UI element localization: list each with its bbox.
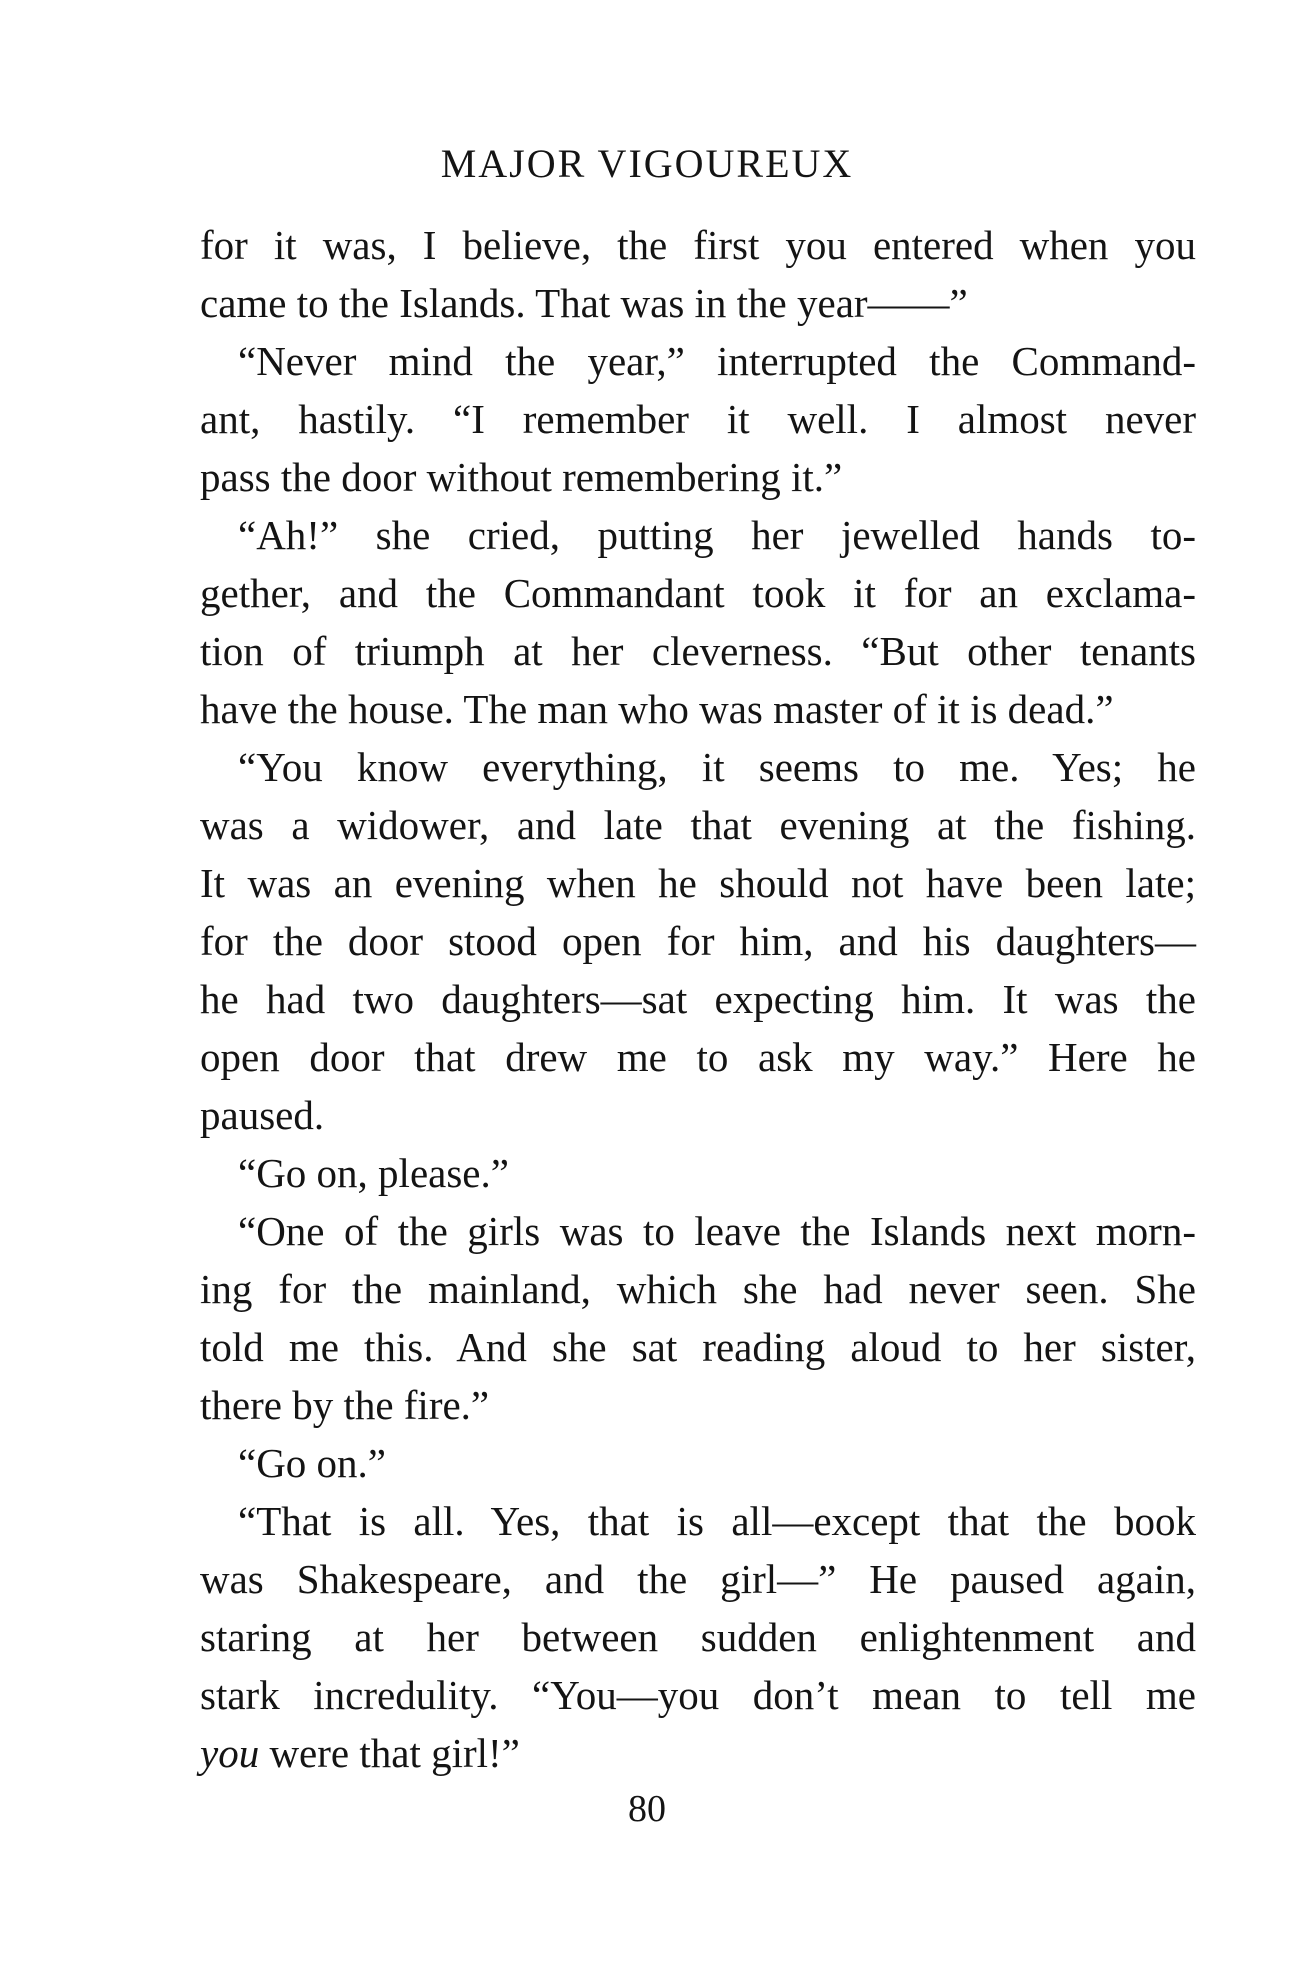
- body-text: [200, 216, 1196, 1782]
- text-line: paused.: [200, 1092, 325, 1138]
- text-line: was a widower, and late that evening at the fishing.: [200, 802, 1196, 848]
- text-line: for the door stood open for him, and his daughters—: [200, 918, 1196, 964]
- italic-word: you: [200, 1730, 260, 1776]
- text-line: there by the fire.”: [200, 1382, 490, 1428]
- text-line: for it was, I believe, the first you entered when you: [200, 222, 1196, 268]
- text-line: open door that drew me to ask my way.” Here he: [200, 1034, 1196, 1080]
- text-line: ing for the mainland, which she had never seen. She: [200, 1266, 1196, 1312]
- text-line: gether, and the Commandant took it for an exclama-: [200, 570, 1196, 616]
- text-line: staring at her between sudden enlightenment and: [200, 1614, 1196, 1660]
- text-line: was Shakespeare, and the girl—” He paused again,: [200, 1556, 1196, 1602]
- text-line: “One of the girls was to leave the Islands next morn-: [238, 1208, 1196, 1254]
- text-line: came to the Islands. That was in the year——”: [200, 280, 968, 326]
- text-line: “Ah!” she cried, putting her jewelled hands to-: [238, 512, 1196, 558]
- text-fragment: were that girl!”: [259, 1730, 520, 1776]
- text-line: It was an evening when he should not have been late;: [200, 860, 1196, 906]
- page-number: 80: [628, 1788, 666, 1830]
- text-line: “Never mind the year,” interrupted the Command-: [238, 338, 1196, 384]
- text-line: he had two daughters—sat expecting him. It was the: [200, 976, 1196, 1022]
- text-line: “That is all. Yes, that is all—except that the book: [238, 1498, 1196, 1544]
- text-line: “Go on.”: [238, 1440, 387, 1486]
- text-line: tion of triumph at her cleverness. “But other tenants: [200, 628, 1196, 674]
- text-line: have the house. The man who was master of it is dead.”: [200, 686, 1114, 732]
- text-line: stark incredulity. “You—you don’t mean to tell me: [200, 1672, 1196, 1718]
- text-line: pass the door without remembering it.”: [200, 454, 843, 500]
- running-title: MAJOR VIGOUREUX: [440, 141, 854, 186]
- text-line: ant, hastily. “I remember it well. I almost never: [200, 396, 1196, 442]
- text-line: “Go on, please.”: [238, 1150, 509, 1196]
- text-line: told me this. And she sat reading aloud to her sister,: [200, 1324, 1196, 1370]
- text-line: “You know everything, it seems to me. Yes; he: [238, 744, 1196, 790]
- text-line: [200, 1724, 1196, 1782]
